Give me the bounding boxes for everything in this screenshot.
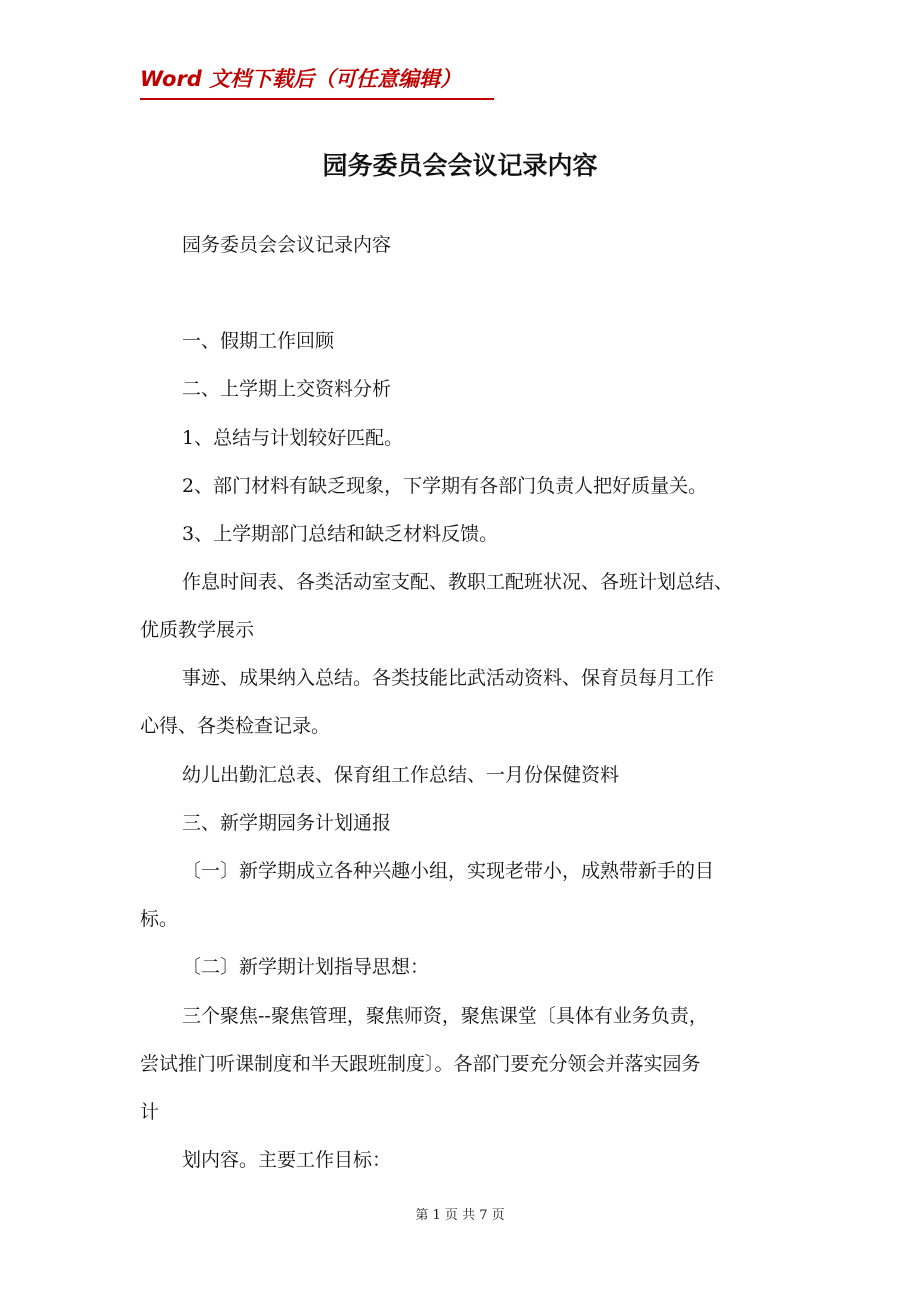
- body-line: 1、总结与计划较好匹配。: [182, 427, 404, 449]
- body-line: 一、假期工作回顾: [182, 330, 335, 352]
- body-line: 尝试推门听课制度和半天跟班制度〕。各部门要充分领会并落实园务: [140, 1053, 701, 1075]
- body-line: 心得、各类检查记录。: [140, 715, 331, 737]
- body-line: 作息时间表、各类活动室支配、教职工配班状况、各班计划总结、: [182, 571, 734, 593]
- body-line: 2、部门材料有缺乏现象，下学期有各部门负责人把好质量关。: [182, 475, 708, 497]
- body-line: 园务委员会会议记录内容: [182, 234, 392, 256]
- body-line: 优质教学展示: [140, 619, 255, 641]
- body-line: 三、新学期园务计划通报: [182, 812, 392, 834]
- page-number: 第 1 页 共 7 页: [415, 1208, 505, 1223]
- body-line: 〔一〕新学期成立各种兴趣小组，实现老带小，成熟带新手的目: [182, 860, 715, 882]
- banner-text: Word 文档下载后（可任意编辑）: [140, 67, 462, 91]
- body-line: 事迹、成果纳入总结。各类技能比武活动资料、保育员每月工作: [182, 667, 715, 689]
- body-line: 划内容。主要工作目标：: [182, 1149, 392, 1171]
- body-line: 计: [140, 1101, 160, 1123]
- body-line: 3、上学期部门总结和缺乏材料反馈。: [182, 523, 499, 545]
- document-title: 园务委员会会议记录内容: [322, 151, 598, 180]
- body-line: 三个聚焦--聚焦管理，聚焦师资，聚焦课堂〔具体有业务负责，: [182, 1005, 708, 1027]
- body-line: 标。: [140, 908, 179, 930]
- download-banner: [140, 64, 494, 100]
- body-line: 幼儿出勤汇总表、保育组工作总结、一月份保健资料: [182, 764, 620, 786]
- body-line: 〔二〕新学期计划指导思想：: [182, 956, 430, 978]
- body-line: 二、上学期上交资料分析: [182, 378, 392, 400]
